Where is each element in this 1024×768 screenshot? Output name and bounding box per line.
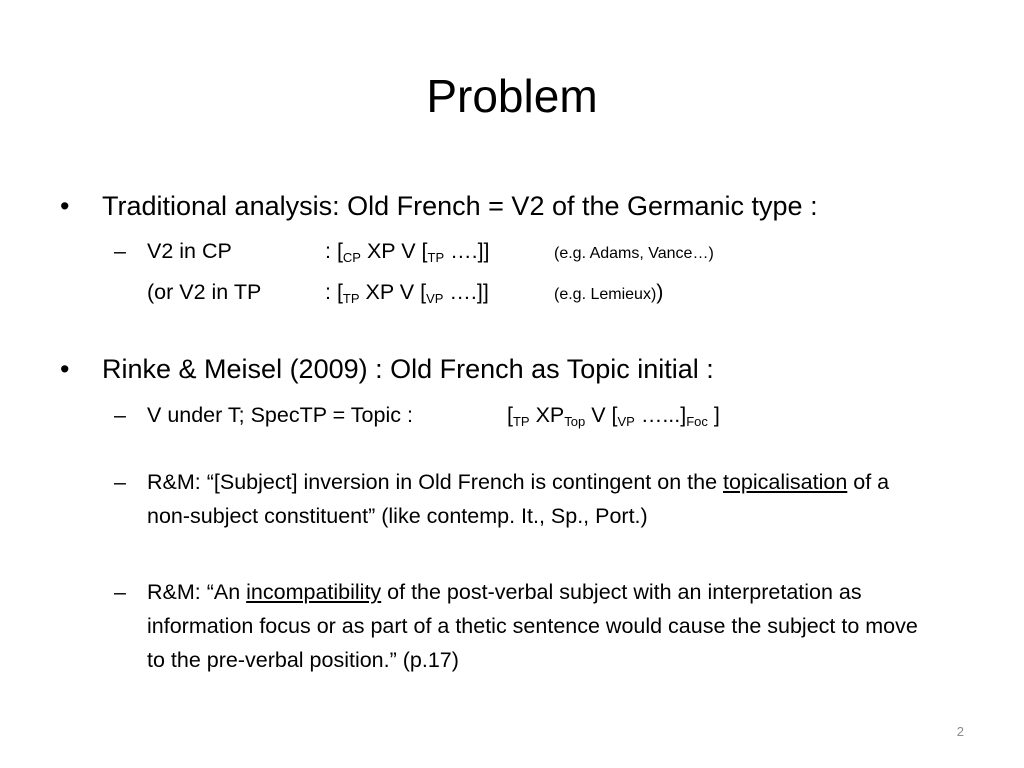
dash-marker: – bbox=[114, 580, 126, 604]
page-number: 2 bbox=[956, 724, 964, 739]
structure-topic: [$_{TP}$ $XP_{Top}$ V [$_{VP}$ $\dots...]_{Foc}$ ] bbox=[507, 403, 720, 429]
label-v-under-t: V under T; SpecTP = Topic : bbox=[147, 403, 413, 427]
sub-bullet-incompatibility-quote bbox=[114, 575, 934, 677]
dash-marker: – bbox=[114, 470, 126, 494]
sub-bullet-v-under-t bbox=[114, 398, 720, 432]
reference-lemieux: (e.g. Lemieux) bbox=[554, 286, 657, 303]
sub-bullet-v2-in-cp bbox=[114, 234, 714, 271]
underlined-term: incompatibility bbox=[246, 580, 382, 604]
bullet-traditional-analysis bbox=[60, 189, 818, 223]
label-v2-in-cp: V2 in CP bbox=[147, 239, 232, 263]
underlined-term: topicalisation bbox=[723, 470, 848, 494]
quote-text: R&M: “An incompatibility of the post-verbal subject with an interpretation as information focus or as part of a thetic sentence would cause the subject to move to the pre-verbal position.” (p.17) bbox=[147, 580, 918, 672]
bullet-rinke-meisel bbox=[60, 352, 714, 386]
sub-bullet-v2-in-tp: (or V2 in TP : [$_{TP}$ XP V [$_{VP}$ ….]] (e.g. Lemieux)) bbox=[114, 275, 663, 312]
structure-tp: : [$_{TP}$ XP V [$_{VP}$ ….]] bbox=[325, 280, 489, 306]
dash-marker: – bbox=[114, 239, 126, 263]
reference-adams-vance: (e.g. Adams, Vance…) bbox=[554, 245, 714, 262]
bullet-marker: • bbox=[60, 191, 70, 221]
slide-title: Problem bbox=[426, 70, 598, 122]
bullet-marker: • bbox=[60, 354, 70, 384]
dash-marker: – bbox=[114, 403, 126, 427]
label-v2-in-tp: (or V2 in TP bbox=[147, 280, 262, 304]
structure-cp: : [$_{CP}$ XP V [$_{TP}$ ….]] bbox=[325, 239, 490, 265]
quote-text: R&M: “[Subject] inversion in Old French is contingent on the topicalisation of a non-subject constituent” (like contemp. It., Sp., Port.) bbox=[147, 470, 890, 528]
sub-bullet-topicalisation-quote bbox=[114, 465, 934, 533]
bullet-text: Traditional analysis: Old French = V2 of the Germanic type : bbox=[102, 191, 818, 221]
bullet-text: Rinke & Meisel (2009) : Old French as Topic initial : bbox=[102, 354, 714, 384]
